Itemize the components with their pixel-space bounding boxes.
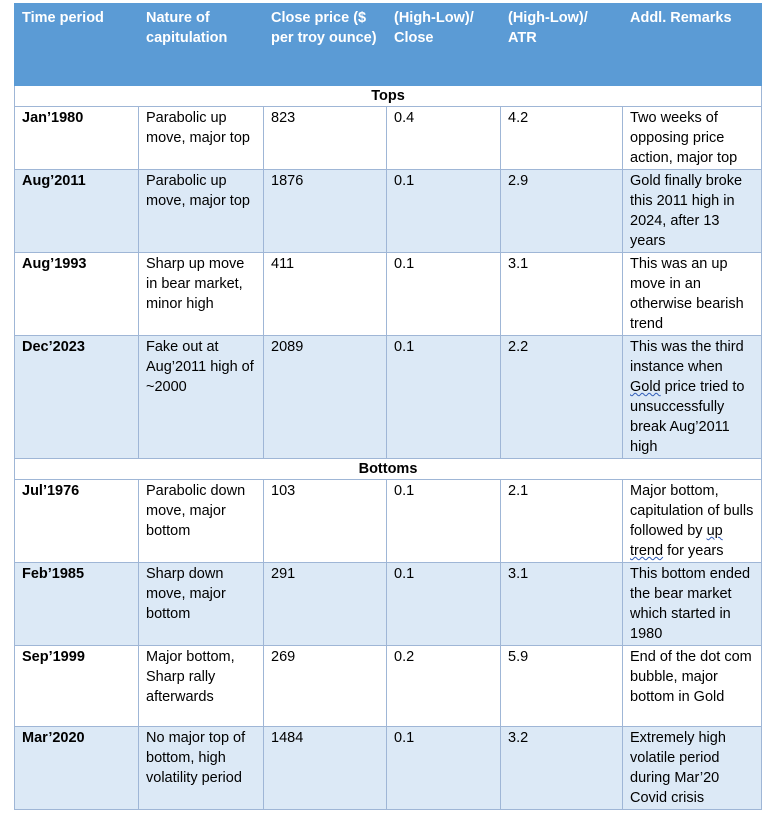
cell-hl-close: 0.1: [387, 563, 501, 646]
cell-period: Sep’1999: [15, 646, 139, 727]
cell-remarks: This was an up move in an otherwise bearish trend: [623, 253, 762, 336]
table-row: [15, 107, 762, 170]
header-remarks: Addl. Remarks: [623, 4, 762, 86]
section-row-bottoms: [15, 459, 762, 480]
remarks-text: for years: [663, 543, 724, 559]
cell-nature: Major bottom, Sharp rally afterwards: [139, 646, 264, 727]
cell-hl-close: 0.1: [387, 170, 501, 253]
cell-period: Dec’2023: [15, 336, 139, 459]
cell-period: Jan’1980: [15, 107, 139, 170]
cell-nature: Fake out at Aug’2011 high of ~2000: [139, 336, 264, 459]
cell-remarks: Extremely high volatile period during Mar’20 Covid crisis: [623, 727, 762, 810]
cell-close: 1484: [264, 727, 387, 810]
header-hl-close: (High-Low)/ Close: [387, 4, 501, 86]
cell-remarks: [623, 480, 762, 563]
cell-hl-atr: 4.2: [501, 107, 623, 170]
section-label-bottoms: Bottoms: [15, 459, 762, 480]
cell-close: 823: [264, 107, 387, 170]
capitulation-table: [14, 3, 762, 810]
cell-remarks: Two weeks of opposing price action, major top: [623, 107, 762, 170]
cell-hl-atr: 3.1: [501, 563, 623, 646]
remarks-text: price tried to unsuccessfully break Aug’2011 high: [630, 379, 745, 455]
cell-nature: No major top of bottom, high volatility period: [139, 727, 264, 810]
cell-hl-close: 0.1: [387, 727, 501, 810]
section-label-tops: Tops: [15, 86, 762, 107]
table-row: [15, 253, 762, 336]
header-row: [15, 4, 762, 86]
header-hl-atr: (High-Low)/ ATR: [501, 4, 623, 86]
cell-period: Aug’2011: [15, 170, 139, 253]
cell-hl-atr: 3.1: [501, 253, 623, 336]
cell-hl-close: 0.4: [387, 107, 501, 170]
cell-nature: Parabolic down move, major bottom: [139, 480, 264, 563]
table-row: [15, 170, 762, 253]
cell-close: 1876: [264, 170, 387, 253]
cell-nature: Sharp up move in bear market, minor high: [139, 253, 264, 336]
cell-nature: Parabolic up move, major top: [139, 170, 264, 253]
cell-period: Feb’1985: [15, 563, 139, 646]
table-row: [15, 727, 762, 810]
table-row: [15, 563, 762, 646]
cell-remarks: Gold finally broke this 2011 high in 2024, after 13 years: [623, 170, 762, 253]
table-row: [15, 480, 762, 563]
cell-close: 2089: [264, 336, 387, 459]
cell-close: 291: [264, 563, 387, 646]
cell-period: Aug’1993: [15, 253, 139, 336]
header-time-period: Time period: [15, 4, 139, 86]
header-close-price: Close price ($ per troy ounce): [264, 4, 387, 86]
cell-hl-atr: 2.9: [501, 170, 623, 253]
table-row: [15, 336, 762, 459]
cell-remarks: This bottom ended the bear market which started in 1980: [623, 563, 762, 646]
cell-close: 411: [264, 253, 387, 336]
cell-hl-atr: 2.1: [501, 480, 623, 563]
cell-hl-close: 0.1: [387, 336, 501, 459]
cell-hl-atr: 2.2: [501, 336, 623, 459]
section-row-tops: [15, 86, 762, 107]
cell-nature: Parabolic up move, major top: [139, 107, 264, 170]
cell-hl-close: 0.1: [387, 253, 501, 336]
cell-remarks: End of the dot com bubble, major bottom in Gold: [623, 646, 762, 727]
cell-remarks: [623, 336, 762, 459]
cell-hl-atr: 3.2: [501, 727, 623, 810]
header-nature: Nature of capitulation: [139, 4, 264, 86]
spellcheck-marked-text: up trend: [630, 523, 723, 559]
spellcheck-marked-text: Gold: [630, 379, 661, 395]
cell-hl-close: 0.1: [387, 480, 501, 563]
cell-hl-close: 0.2: [387, 646, 501, 727]
table-row: [15, 646, 762, 727]
remarks-text: Major bottom, capitulation of bulls followed by: [630, 483, 754, 539]
cell-period: Jul’1976: [15, 480, 139, 563]
cell-period: Mar’2020: [15, 727, 139, 810]
cell-close: 269: [264, 646, 387, 727]
cell-nature: Sharp down move, major bottom: [139, 563, 264, 646]
cell-hl-atr: 5.9: [501, 646, 623, 727]
cell-close: 103: [264, 480, 387, 563]
remarks-text: This was the third instance when: [630, 339, 744, 375]
